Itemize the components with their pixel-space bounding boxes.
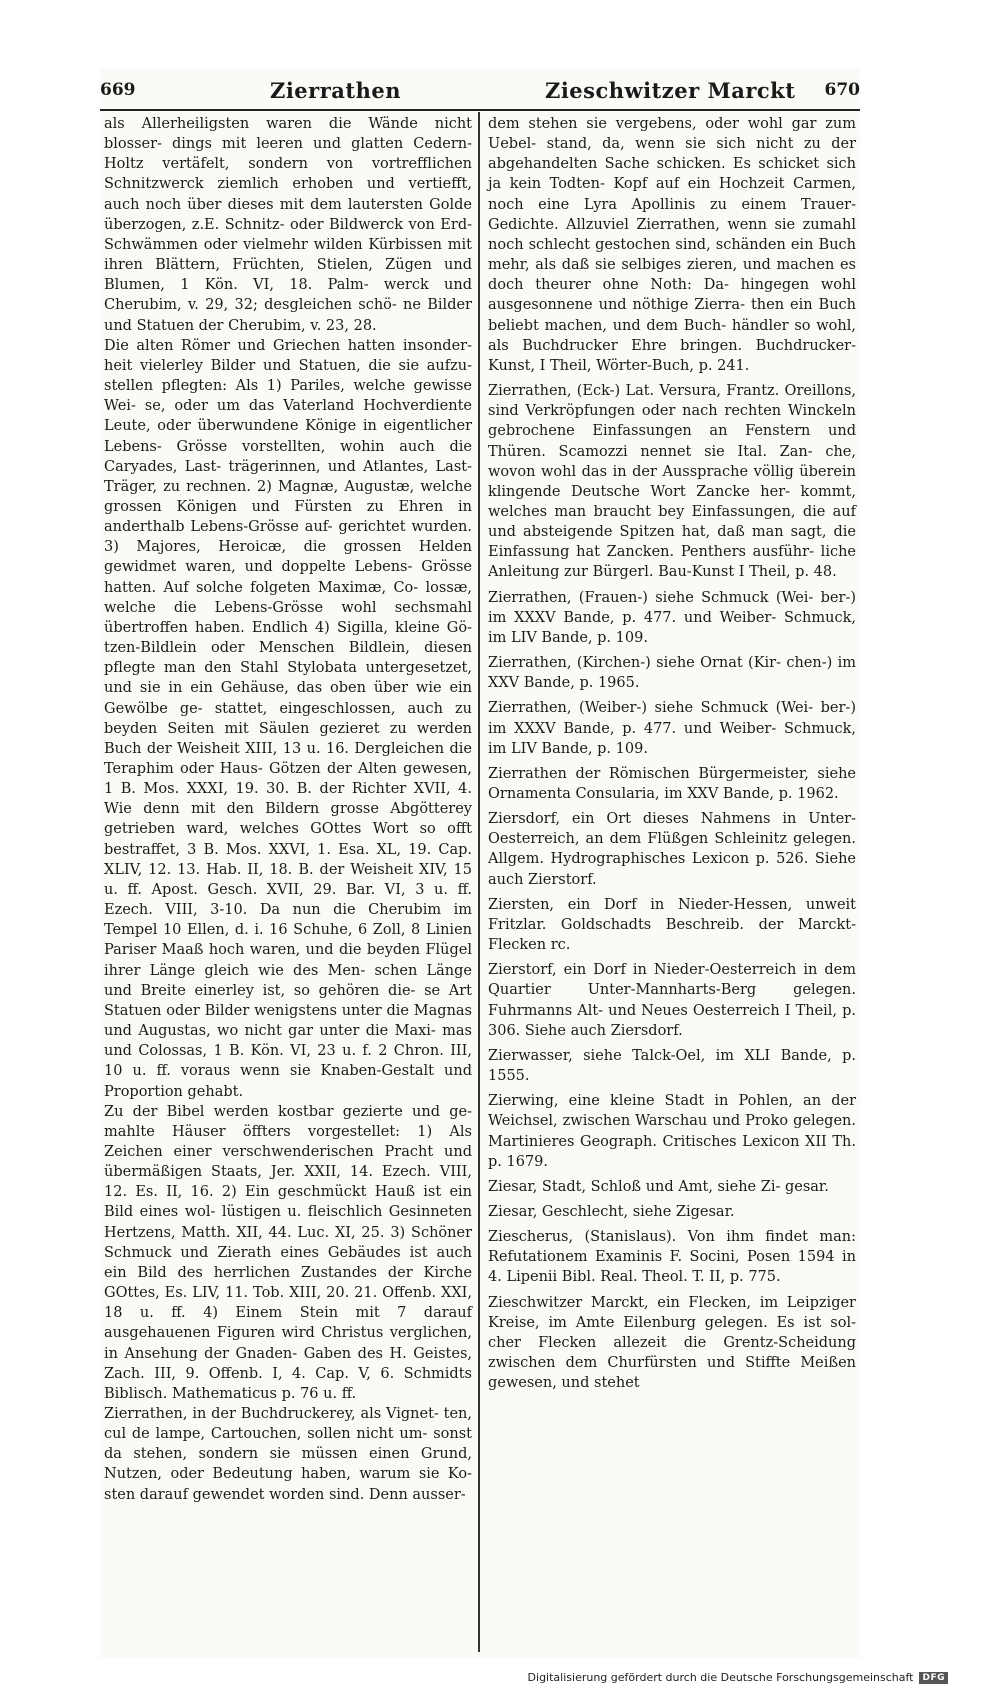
page-number-left: 669 bbox=[100, 80, 136, 100]
entry-paragraph: Ziersten, ein Dorf in Nieder-Hessen, unweit Fritzlar. Goldschadts Beschreib. der Marckt- Flecken rc. bbox=[488, 896, 856, 954]
header-rule bbox=[100, 109, 860, 111]
column-divider bbox=[478, 112, 480, 1652]
page-number-right: 670 bbox=[824, 80, 860, 100]
page-header bbox=[100, 78, 860, 108]
entry-paragraph: Zieschwitzer Marckt, ein Flecken, im Leipziger Kreise, im Amte Eilenburg gelegen. Es ist sol- cher Flecken allezeit die Grentz-Scheidung zwischen dem Churfürsten und Stiffte Meißen gewesen, und stehet bbox=[488, 1294, 856, 1392]
running-head-left: Zierrathen bbox=[270, 78, 401, 103]
left-paragraph: als Allerheiligsten waren die Wände nicht blosser- dings mit leeren und glatten Cedern-Holtz vertäfelt, sondern von vortrefflichen Schnitzwerck ziemlich erhoben und vertiefft, auch noch über dieses mit dem lautersten Golde überzogen, z.E. Schnitz- oder Bildwerck von Erd-Schwämmen oder vielmehr wilden Kürbissen mit ihren Blättern, Früchten, Stielen, Zügen und Blumen, 1 Kön. VI, 18. Palm- werck und Cherubim, v. 29, 32; desgleichen schö- ne Bilder und Statuen der Cherubim, v. 23, 28. bbox=[104, 116, 472, 334]
left-paragraph: Die alten Römer und Griechen hatten insonder- heit vielerley Bilder und Statuen, die sie aufzu- stellen pflegten: Als 1) Pariles, welche gewisse Wei- se, oder um das Vaterland Hochverdiente Leute, oder überwundene Könige in eigentlicher Lebens- Grösse vorstellten, wohin auch die Caryades, Last- trägerinnen, und Atlantes, Last-Träger, zu rechnen. 2) Magnæ, Augustæ, welche grossen Königen und Fürsten zu Ehren in anderthalb Lebens-Grösse auf- gerichtet wurden. 3) Majores, Heroicæ, die grossen Helden gewidmet waren, und doppelte Lebens- Grösse hatten. Auf solche folgeten Maximæ, Co- lossæ, welche die Lebens-Grösse wohl sechsmahl übertroffen haben. Endlich 4) Sigilla, kleine Gö- tzen-Bildlein oder Menschen Bildlein, diesen pflegte man den Stahl Stylobata untergesetzet, und sie in ein Gehäuse, das oben über wie ein Gewölbe ge- stattet, eingeschlossen, auch zu beyden Seiten mit Säulen gezieret zu werden Buch der Weisheit XIII, 13 u. 16. Dergleichen die Teraphim oder Haus- Götzen der Alten gewesen, 1 B. Mos. XXXI, 19. 30. B. der Richter XVII, 4. Wie denn mit den Bildern grosse Abgötterey getrieben ward, welches GOttes Wort so offt bestraffet, 3 B. Mos. XXVI, 1. Esa. XL, 19. Cap. XLIV, 12. 13. Hab. II, 18. B. der Weisheit XIV, 15 u. ff. Apost. Gesch. XVII, 29. Bar. VI, 3 u. ff. Ezech. VIII, 3-10. Da nun die Cherubim im Tempel 10 Ellen, d. i. 16 Schuhe, 6 Zoll, 8 Linien Pariser Maaß hoch waren, und die beyden Flügel ihrer Länge gleich wie des Men- schen Länge und Breite einerley ist, so gehören die- se Art Statuen oder Bilder wenigstens unter die Magnas und Augustas, wo nicht gar unter die Maxi- mas und Colossas, 1 B. Kön. VI, 23 u. f. 2 Chron. III, 10 u. ff. voraus wenn sie Knaben-Gestalt und Proportion gehabt. bbox=[104, 337, 472, 1100]
right-column bbox=[488, 114, 856, 1393]
digitization-footer bbox=[528, 1671, 948, 1684]
entry-paragraph: Zierrathen, (Frauen-) siehe Schmuck (Wei- ber-) im XXXV Bande, p. 477. und Weiber- Schmuck, im LIV Bande, p. 109. bbox=[488, 589, 856, 646]
entry-paragraph: Zierrathen, (Kirchen-) siehe Ornat (Kir- chen-) im XXV Bande, p. 1965. bbox=[488, 655, 856, 692]
entry-paragraph: Zierstorf, ein Dorf in Nieder-Oesterreich in dem Quartier Unter-Mannharts-Berg gelegen. Fuhrmanns Alt- und Neues Oesterreich I Theil, p. 306. Siehe auch Ziersdorf. bbox=[488, 962, 856, 1039]
entry-paragraph: Ziersdorf, ein Ort dieses Nahmens in Unter- Oesterreich, an dem Flüßgen Schleinitz gelegen. Allgem. Hydrographisches Lexicon p. 526. Siehe auch Zierstorf. bbox=[488, 811, 856, 888]
entry-paragraph: Ziesar, Geschlecht, siehe Zigesar. bbox=[488, 1203, 735, 1220]
left-paragraph: Zierrathen, in der Buchdruckerey, als Vignet- ten, cul de lampe, Cartouchen, sollen nicht um- sonst da stehen, sondern sie müssen einen Grund, Nutzen, oder Bedeutung haben, warum sie Ko- sten darauf gewendet worden sind. Denn ausser- bbox=[104, 1406, 472, 1503]
running-head-right: Zieschwitzer Marckt bbox=[545, 78, 796, 103]
entry-paragraph: Zierrathen, (Weiber-) siehe Schmuck (Wei- ber-) im XXXV Bande, p. 477. und Weiber- Schmuck, im LIV Bande, p. 109. bbox=[488, 700, 856, 757]
entry-paragraph: dem stehen sie vergebens, oder wohl gar zum Uebel- stand, da, wenn sie sich nicht zu der abgehandelten Sache schicken. Es schicket sich ja kein Todten- Kopf auf ein Hochzeit Carmen, noch eine Lyra Apollinis zu einem Trauer-Gedichte. Allzuviel Zierrathen, wenn sie zumahl noch schlecht gestochen sind, schänden ein Buch mehr, als daß sie selbiges zieren, und machen es doch theurer ohne Noth: Da- hingegen wohl ausgesonnene und nöthige Zierra- then ein Buch beliebt machen, und dem Buch- händler so wohl, als Buchdrucker Ehre bringen. Buchdrucker-Kunst, I Theil, Wörter-Buch, p. 241. bbox=[488, 116, 856, 374]
entry-paragraph: Ziesar, Stadt, Schloß und Amt, siehe Zi- gesar. bbox=[488, 1178, 829, 1195]
left-paragraph: Zu der Bibel werden kostbar gezierte und ge- mahlte Häuser öffters vorgestellet: 1) Als Zeichen einer verschwenderischen Pracht und übermäßigen Staats, Jer. XXII, 14. Ezech. VIII, 12. Es. II, 16. 2) Ein geschmückt Hauß ist ein Bild eines wol- lüstigen u. fleischlich Gesinneten Hertzens, Matth. XII, 44. Luc. XI, 25. 3) Schöner Schmuck und Zierath eines Gebäudes ist auch ein Bild des herrlichen Zustandes der Kirche GOttes, Es. LIV, 11. Tob. XIII, 20. 21. Offenb. XXI, 18 u. ff. 4) Einem Stein mit 7 darauf ausgehauenen Figuren wird Christus verglichen, in Ansehung der Gnaden- Gaben des H. Geistes, Zach. III, 9. Offenb. I, 4. Cap. V, 6. Schmidts Biblisch. Mathematicus p. 76 u. ff. bbox=[104, 1103, 472, 1402]
dfg-logo: DFG bbox=[919, 1672, 948, 1684]
left-column bbox=[104, 114, 472, 1505]
entry-paragraph: Zierwing, eine kleine Stadt in Pohlen, an der Weichsel, zwischen Warschau und Proko gelegen. Martinieres Geograph. Critisches Lexicon XII Th. p. 1679. bbox=[488, 1093, 856, 1170]
entry-paragraph: Ziescherus, (Stanislaus). Von ihm findet man: Refutationem Examinis F. Socini, Posen 1594 in 4. Lipenii Bibl. Real. Theol. T. II, p. 775. bbox=[488, 1229, 856, 1286]
book-page bbox=[100, 68, 860, 1658]
funding-credit: Digitalisierung gefördert durch die Deutsche Forschungsgemeinschaft bbox=[527, 1671, 914, 1684]
entry-paragraph: Zierrathen der Römischen Bürgermeister, siehe Ornamenta Consularia, im XXV Bande, p. 1962. bbox=[488, 765, 856, 802]
entry-paragraph: Zierwasser, siehe Talck-Oel, im XLI Bande, p. 1555. bbox=[488, 1047, 856, 1085]
entry-paragraph: Zierrathen, (Eck-) Lat. Versura, Frantz. Oreillons, sind Verkröpfungen oder nach rechten Winckeln gebrochene Einfassungen an Fenstern und Thüren. Scamozzi nennet sie Ital. Zan- che, wovon wohl das in der Aussprache völlig überein klingende Deutsche Wort Zancke her- kommt, welches man braucht bey Einfassungen, die auf und absteigende Spitzen hat, daß man sagt, die Einfassung hat Zancken. Penthers ausführ- liche Anleitung zur Bürgerl. Bau-Kunst I Theil, p. 48. bbox=[488, 383, 856, 581]
